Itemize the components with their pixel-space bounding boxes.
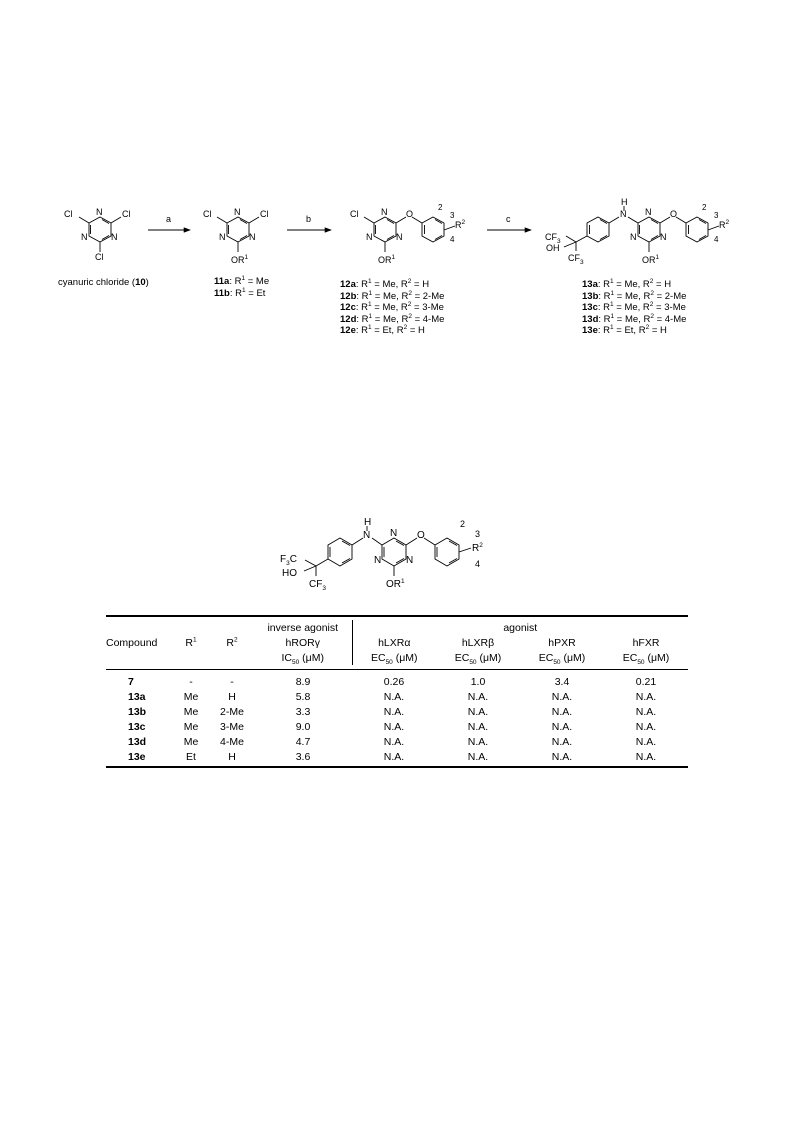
compound-id: 11b: [214, 287, 230, 299]
cell-hlxrb: N.A.: [467, 690, 489, 703]
labels-11: [214, 276, 269, 299]
compound-id: 12b: [340, 290, 357, 302]
header-name-row: [106, 635, 688, 650]
atom-label: N: [249, 232, 256, 242]
position-label: 3: [450, 211, 455, 220]
cell-hlxra: N.A.: [383, 735, 405, 748]
atom-label: $CF_3$: [545, 232, 561, 245]
atom-label: N: [620, 209, 627, 219]
cell-hfxr: N.A.: [635, 705, 657, 718]
triazine-ring-11: [227, 217, 249, 242]
cell-hlxrb: N.A.: [467, 705, 489, 718]
phenyl-ring-13-left: [587, 217, 609, 242]
compound-label: [340, 279, 444, 291]
col-hlxra: hLXRα: [352, 635, 436, 650]
compound-substituents: : $R^1 = Me$: [229, 274, 270, 287]
atom-label: $OR^1$: [642, 254, 660, 265]
triazine-ring: [382, 538, 406, 566]
labels-12: [340, 279, 444, 337]
atom-label: N: [111, 232, 118, 242]
col-hpxr: hPXR: [548, 636, 576, 649]
position-label: 3: [475, 529, 481, 539]
cell-hfxr: N.A.: [635, 735, 657, 748]
phenyl-ring-13-right: [686, 217, 708, 242]
cell-hpxr: N.A.: [551, 750, 573, 763]
phenyl-ring-left: [328, 538, 352, 566]
atom-label: N: [81, 232, 88, 242]
atom-label: N: [374, 555, 382, 566]
compound-substituents: : $R^1 = Me$, $R^2 = H$: [597, 277, 672, 290]
atom-label: H: [621, 197, 628, 207]
triazine-ring-13: [638, 217, 660, 242]
compound-substituents: : $R^1 = Me$, $R^2 = H$: [355, 277, 430, 290]
compound-id: 12d: [340, 313, 357, 325]
position-label: 2: [702, 203, 707, 212]
atom-label: $R^2$: [455, 219, 466, 230]
compound-id: 12a: [340, 279, 356, 290]
position-label: 2: [460, 519, 466, 529]
cell-compound: 13e: [128, 750, 146, 763]
atom-label: OH: [546, 243, 560, 253]
cell-r2: 4-Me: [220, 735, 244, 748]
atom-label: N: [396, 232, 403, 242]
cell-r1: Me: [183, 735, 199, 748]
cell-r2: H: [228, 750, 236, 763]
header-group-row: [106, 620, 688, 635]
position-label: 4: [450, 235, 455, 244]
compound-label: [582, 291, 686, 303]
compound-substituents: : $R^1 = Me$, $R^2 = 2-Me$: [356, 289, 445, 302]
position-label: 4: [714, 235, 719, 244]
cell-hror: 3.6: [295, 750, 311, 763]
compound-id: 12e: [340, 325, 356, 336]
compound-label: [340, 314, 444, 326]
unit-hpxr: $EC_{50}$ (μM): [538, 651, 586, 666]
table-body: [106, 674, 688, 764]
atom-label: $OR^1$: [386, 578, 405, 590]
cell-hror: 5.8: [295, 690, 311, 703]
compound-id: 13c: [582, 302, 598, 313]
start-material-caption: cyanuric chloride (10): [58, 277, 149, 288]
cell-hfxr: N.A.: [635, 720, 657, 733]
cell-hlxra: 0.26: [383, 675, 405, 688]
atom-label: N: [363, 530, 371, 541]
cell-r1: -: [189, 675, 193, 688]
cell-hpxr: 3.4: [554, 675, 570, 688]
atom-label: N: [219, 232, 226, 242]
position-label: 2: [438, 203, 443, 212]
cell-hlxrb: 1.0: [470, 675, 486, 688]
atom-label: $OR^1$: [231, 254, 249, 265]
compound-id: 13a: [582, 279, 598, 290]
header-unit-row: [106, 650, 688, 665]
atom-label: N: [660, 232, 667, 242]
col-hror: hRORγ: [285, 636, 320, 649]
atom-label: Cl: [122, 209, 131, 219]
cell-hlxra: N.A.: [383, 750, 405, 763]
cell-hpxr: N.A.: [551, 705, 573, 718]
atom-label: Cl: [203, 209, 212, 219]
cell-hror: 3.3: [295, 705, 311, 718]
cell-hfxr: N.A.: [635, 750, 657, 763]
arrow-label-c: c: [506, 214, 511, 224]
atom-label: Cl: [64, 209, 73, 219]
cell-hpxr: N.A.: [551, 720, 573, 733]
atom-label: N: [630, 232, 637, 242]
cell-r2: 2-Me: [220, 705, 244, 718]
group-inverse-agonist: inverse agonist: [267, 621, 339, 634]
compound-label: [582, 325, 686, 337]
table-row: [106, 704, 688, 719]
cell-hlxrb: N.A.: [467, 735, 489, 748]
atom-label: Cl: [260, 209, 269, 219]
position-label: 4: [475, 559, 481, 569]
atom-label: H: [364, 517, 372, 528]
atom-label: N: [406, 555, 414, 566]
compound-label: [582, 279, 686, 291]
atom-label: $OR^1$: [378, 254, 396, 265]
atom-label: $F_3C$: [280, 554, 297, 567]
cell-compound: 7: [128, 675, 134, 688]
cell-compound: 13b: [128, 705, 147, 718]
atom-label: HO: [282, 568, 297, 579]
compound-id: 13d: [582, 313, 599, 325]
compound-id: 11a: [214, 276, 230, 287]
position-label: 3: [714, 211, 719, 220]
col-r2: $R^2$: [226, 636, 238, 649]
cell-compound: 13a: [128, 690, 146, 703]
unit-hlxrb: $EC_{50}$ (μM): [454, 651, 502, 666]
labels-13: [582, 279, 686, 337]
table-row: [106, 689, 688, 704]
atom-label: N: [381, 207, 388, 217]
compound-label: [582, 314, 686, 326]
compound-substituents: : $R^1 = Me$, $R^2 = 2-Me$: [598, 289, 687, 302]
atom-label: $R^2$: [719, 219, 730, 230]
arrow-label-a: a: [166, 214, 172, 224]
atom-label: N: [366, 232, 373, 242]
group-agonist: agonist: [352, 620, 688, 635]
cell-hror: 4.7: [295, 735, 311, 748]
compound-label: [340, 325, 444, 337]
compound-substituents: : $R^1 = Et$, $R^2 = H$: [355, 323, 425, 336]
unit-hror: $IC_{50}$ (μM): [281, 651, 324, 666]
table-row: [106, 734, 688, 749]
cell-compound: 13c: [128, 720, 146, 733]
table-row: [106, 749, 688, 764]
compound-substituents: : $R^1 = Et$: [229, 286, 266, 299]
cell-r1: Me: [183, 705, 199, 718]
cell-r2: -: [230, 675, 234, 688]
atom-label: N: [645, 207, 652, 217]
col-hfxr: hFXR: [632, 636, 660, 649]
compound-id: 13b: [582, 290, 599, 302]
cell-hlxra: N.A.: [383, 720, 405, 733]
atom-label: $CF_3$: [568, 253, 584, 266]
atom-label: O: [670, 209, 678, 219]
compound-label: [340, 302, 444, 314]
col-compound: Compound: [106, 636, 158, 649]
cell-hlxra: N.A.: [383, 705, 405, 718]
cell-hpxr: N.A.: [551, 690, 573, 703]
atom-label: O: [406, 209, 414, 219]
compound-substituents: : $R^1 = Me$, $R^2 = 4-Me$: [356, 312, 445, 325]
cell-r1: Me: [183, 690, 199, 703]
cell-hror: 8.9: [295, 675, 311, 688]
activity-table: [106, 615, 688, 768]
atom-label: N: [234, 207, 241, 217]
cell-hpxr: N.A.: [551, 735, 573, 748]
compound-label: [214, 288, 269, 300]
compound-substituents: : $R^1 = Me$, $R^2 = 3-Me$: [355, 300, 444, 313]
compound-substituents: : $R^1 = Et$, $R^2 = H$: [597, 323, 667, 336]
table-row: [106, 719, 688, 734]
cell-hfxr: N.A.: [635, 690, 657, 703]
cell-hfxr: 0.21: [635, 675, 657, 688]
atom-label: N: [390, 528, 398, 539]
cell-hlxra: N.A.: [383, 690, 405, 703]
table-structure-drawing: [260, 505, 520, 610]
cell-hlxrb: N.A.: [467, 720, 489, 733]
atom-label: O: [417, 530, 425, 541]
compound-substituents: : $R^1 = Me$, $R^2 = 3-Me$: [597, 300, 686, 313]
col-hlxrb: hLXRβ: [461, 636, 495, 649]
table-row: [106, 674, 688, 689]
atom-label: $R^2$: [472, 542, 483, 554]
triazine-ring-10: [89, 217, 111, 242]
cell-hlxrb: N.A.: [467, 750, 489, 763]
atom-label: $CF_3$: [309, 579, 326, 592]
compound-label: [340, 291, 444, 303]
cell-r1: Me: [183, 720, 199, 733]
triazine-ring-12: [374, 217, 396, 242]
arrow-label-b: b: [306, 214, 312, 224]
unit-hfxr: $EC_{50}$ (μM): [622, 651, 670, 666]
compound-id: 12c: [340, 302, 356, 313]
compound-substituents: : $R^1 = Me$, $R^2 = 4-Me$: [598, 312, 687, 325]
cell-compound: 13d: [128, 735, 147, 748]
reaction-scheme: [0, 0, 793, 300]
phenyl-ring-12: [422, 217, 444, 242]
atom-label: N: [96, 207, 103, 217]
atom-label: Cl: [350, 209, 359, 219]
col-r1: $R^1$: [185, 636, 197, 649]
unit-hlxra: $EC_{50}$ (μM): [352, 650, 436, 665]
cell-r1: Et: [186, 750, 196, 763]
cell-r2: H: [228, 690, 236, 703]
compound-id: 13e: [582, 325, 598, 336]
atom-label: Cl: [95, 252, 104, 262]
cell-hror: 9.0: [295, 720, 311, 733]
compound-label: [582, 302, 686, 314]
phenyl-ring-right: [435, 538, 459, 566]
cell-r2: 3-Me: [220, 720, 244, 733]
